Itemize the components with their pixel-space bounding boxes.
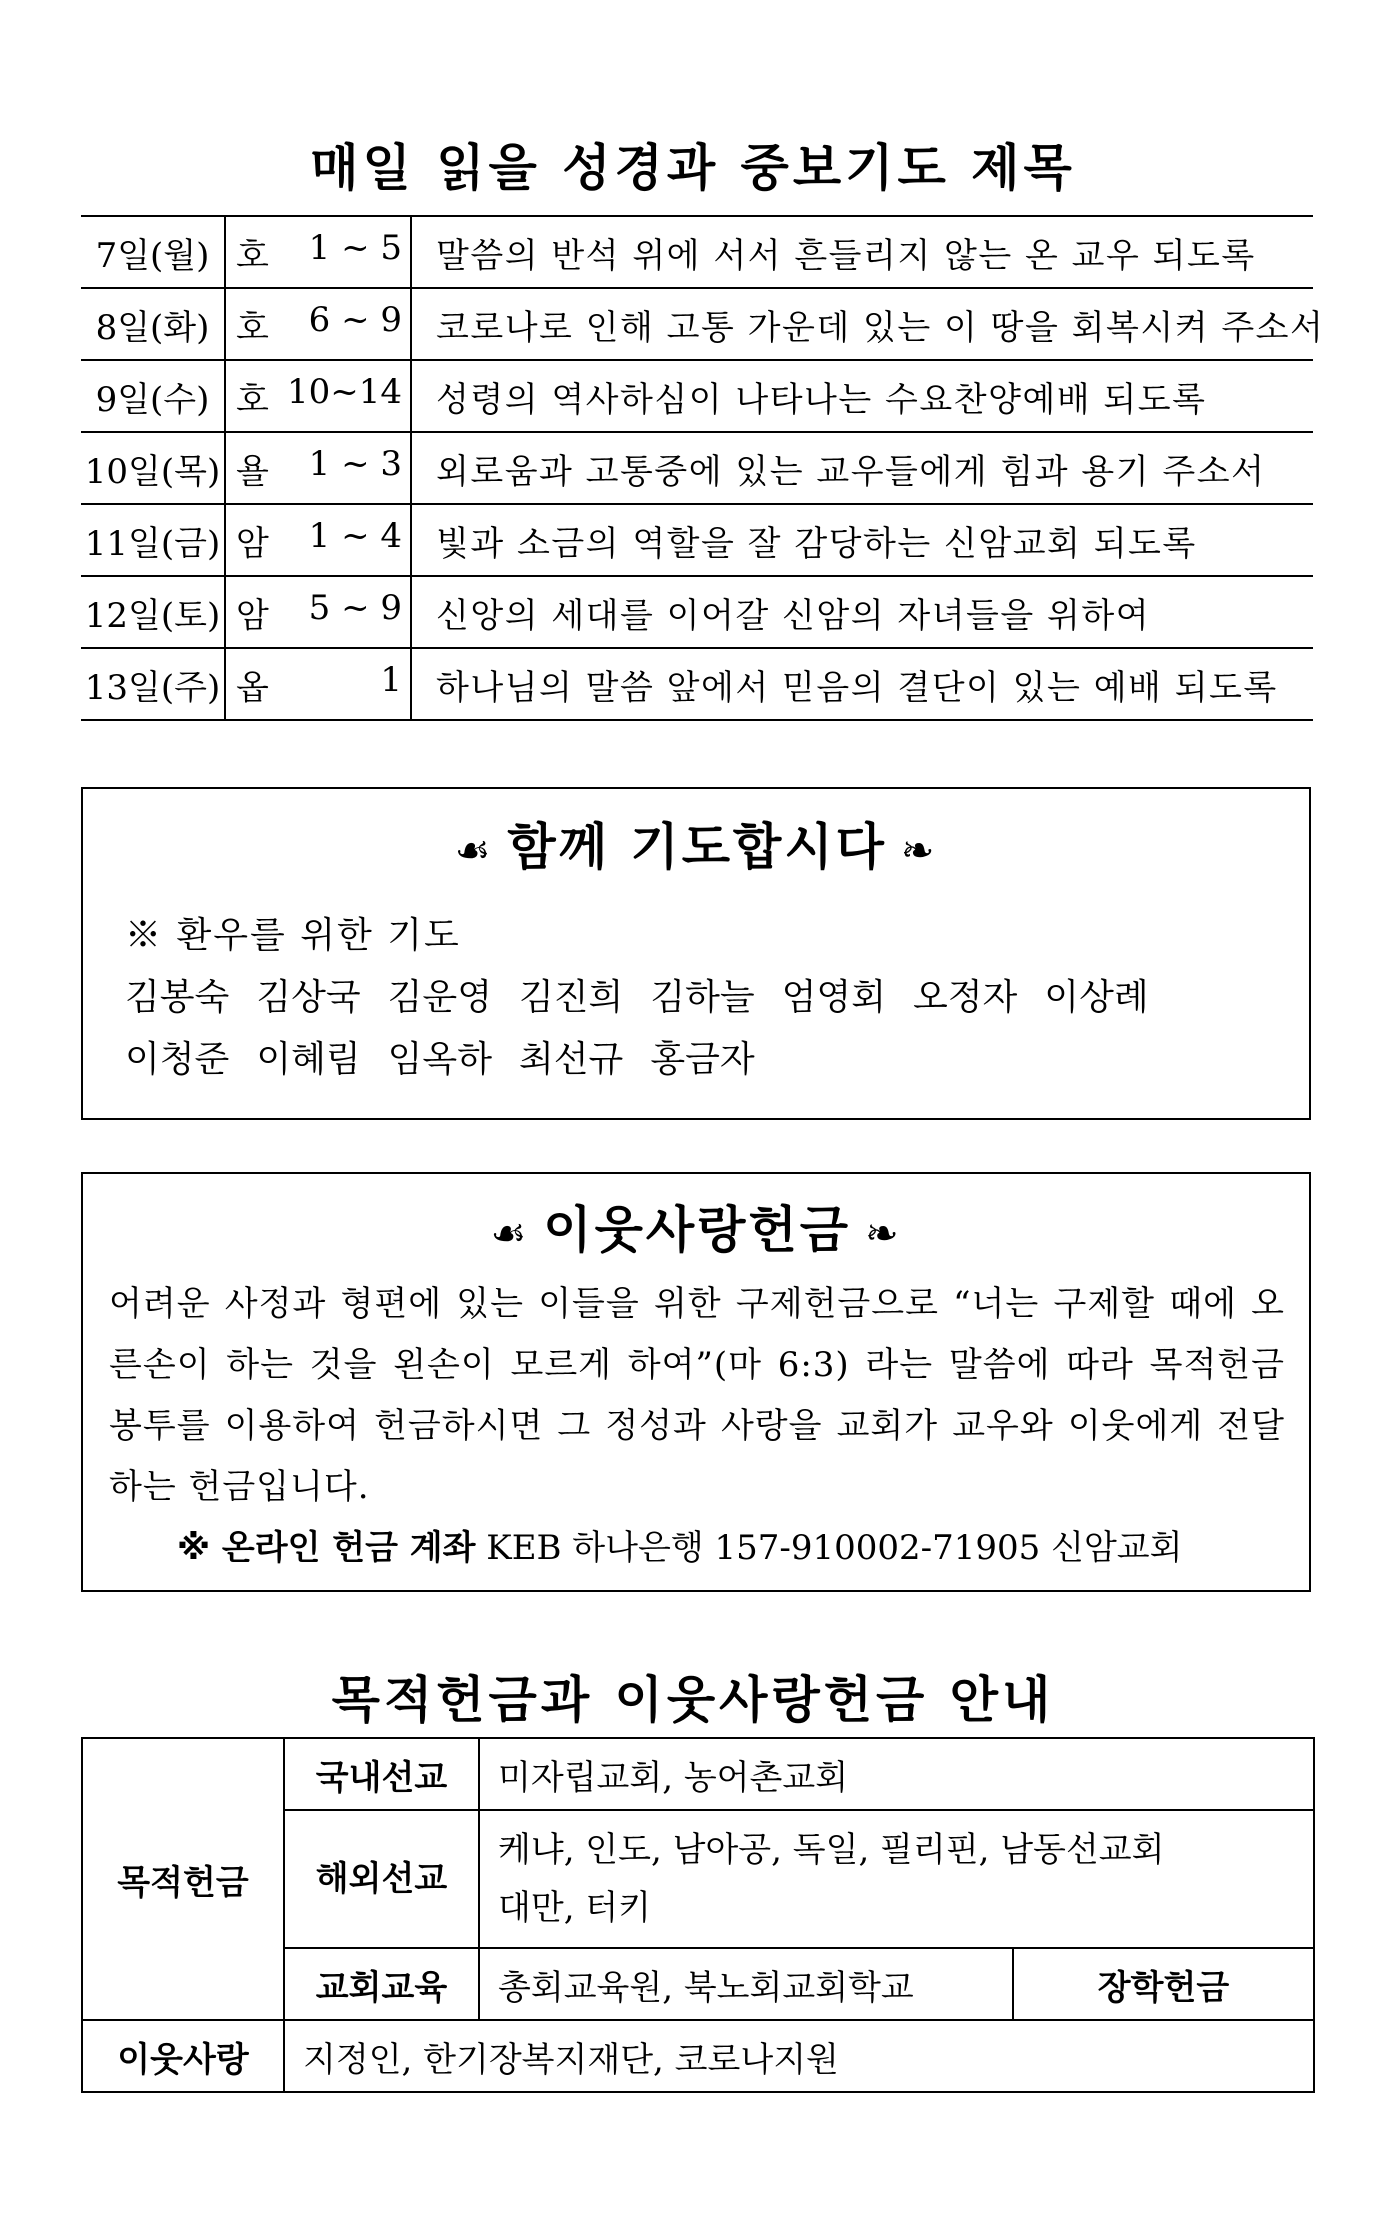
- patient-name: 이상례: [1044, 977, 1149, 1018]
- reading-chapters: 1 ~ 4: [308, 515, 402, 556]
- ornament-left-icon: ☙: [454, 827, 494, 874]
- patient-name: 엄영회: [781, 977, 886, 1018]
- ornament-right-icon: ❧: [865, 1210, 902, 1257]
- reading-reference: [225, 288, 411, 360]
- online-account: [177, 1520, 1183, 1569]
- domestic-mission-value: 미자립교회, 농어촌교회: [479, 1738, 1314, 1810]
- reading-book: 암: [236, 595, 269, 636]
- reading-chapters: 1 ~ 3: [308, 443, 402, 484]
- patient-name: 김하늘: [650, 977, 755, 1018]
- reading-date: 10일(목): [81, 432, 225, 504]
- offering-box: [81, 1172, 1311, 1592]
- prayer-title-row: [83, 807, 1309, 879]
- domestic-mission-label: 국내선교: [284, 1738, 479, 1810]
- reading-topic: 말씀의 반석 위에 서서 흔들리지 않는 온 교우 되도록: [411, 216, 1313, 288]
- reading-row: [81, 504, 1313, 576]
- reading-book: 호: [236, 307, 269, 348]
- overseas-mission-label: 해외선교: [284, 1810, 479, 1948]
- scholarship-label: 장학헌금: [1013, 1948, 1314, 2020]
- patient-name: 임옥하: [387, 1039, 492, 1080]
- reading-topic: 하나님의 말씀 앞에서 믿음의 결단이 있는 예배 되도록: [411, 648, 1313, 720]
- reading-reference: [225, 576, 411, 648]
- reading-date: 7일(월): [81, 216, 225, 288]
- patient-name: 이청준: [125, 1039, 230, 1080]
- reading-date: 13일(주): [81, 648, 225, 720]
- reading-topic: 코로나로 인해 고통 가운데 있는 이 땅을 회복시켜 주소서: [411, 288, 1313, 360]
- reading-reference: [225, 216, 411, 288]
- overseas-line-1: 케냐, 인도, 남아공, 독일, 필리핀, 남동선교회: [498, 1830, 1165, 1870]
- reading-chapters: 6 ~ 9: [308, 299, 402, 340]
- patient-name: 홍금자: [650, 1039, 755, 1080]
- reading-chapters: 1 ~ 5: [308, 227, 402, 268]
- reading-book: 암: [236, 523, 269, 564]
- reading-topic: 신앙의 세대를 이어갈 신암의 자녀들을 위하여: [411, 576, 1313, 648]
- patient-name: 오정자: [912, 977, 1018, 1018]
- prayer-title: 함께 기도합시다: [507, 818, 887, 876]
- neighbor-love-value: 지정인, 한기장복지재단, 코로나지원: [284, 2020, 1314, 2092]
- neighbor-love-label: 이웃사랑: [82, 2020, 284, 2092]
- reading-book: 호: [236, 379, 269, 420]
- reading-date: 12일(토): [81, 576, 225, 648]
- reading-reference: [225, 504, 411, 576]
- ornament-right-icon: ❧: [900, 827, 938, 874]
- reading-book: 옵: [236, 667, 269, 708]
- reading-reference: [225, 648, 411, 720]
- guide-title: 목적헌금과 이웃사랑헌금 안내: [331, 1671, 1055, 1729]
- reading-table: [81, 215, 1325, 721]
- reading-book: 호: [236, 235, 269, 276]
- reading-row: [81, 288, 1313, 360]
- prayer-box: [81, 787, 1311, 1120]
- patient-names: [125, 967, 1285, 1091]
- patient-name: 최선규: [518, 1039, 624, 1080]
- overseas-mission-value: [479, 1810, 1314, 1948]
- account-value: KEB 하나은행 157-910002-71905 신암교회: [486, 1528, 1183, 1568]
- patient-name: 김봉숙: [125, 977, 230, 1018]
- reading-title: 매일 읽을 성경과 중보기도 제목: [310, 139, 1076, 197]
- patient-name: 김운영: [387, 977, 492, 1018]
- reading-row: [81, 576, 1313, 648]
- reading-reference: [225, 432, 411, 504]
- patient-name: 김진희: [518, 977, 624, 1018]
- reading-row: [81, 360, 1313, 432]
- reading-topic: 빛과 소금의 역할을 잘 감당하는 신암교회 되도록: [411, 504, 1313, 576]
- reading-row: [81, 432, 1313, 504]
- prayer-subtitle: ※ 환우를 위한 기도: [125, 915, 461, 956]
- reading-book: 욜: [236, 451, 269, 492]
- patient-name: 이혜림: [256, 1039, 361, 1080]
- reading-row: [81, 216, 1313, 288]
- reading-chapters: 1: [380, 659, 402, 700]
- reading-topic: 외로움과 고통중에 있는 교우들에게 힘과 용기 주소서: [411, 432, 1313, 504]
- reading-date: 9일(수): [81, 360, 225, 432]
- account-label: ※ 온라인 헌금 계좌: [177, 1528, 476, 1568]
- purpose-offering-label: 목적헌금: [82, 1738, 284, 2020]
- overseas-line-2: 대만, 터키: [498, 1888, 651, 1928]
- ornament-left-icon: ☙: [490, 1210, 530, 1257]
- reading-chapters: 10~14: [286, 371, 402, 412]
- guide-table: [81, 1737, 1315, 2093]
- reading-chapters: 5 ~ 9: [308, 587, 402, 628]
- church-education-label: 교회교육: [284, 1948, 479, 2020]
- reading-topic: 성령의 역사하심이 나타나는 수요찬양예배 되도록: [411, 360, 1313, 432]
- offering-title-row: [83, 1190, 1309, 1262]
- reading-date: 11일(금): [81, 504, 225, 576]
- offering-description: 어려운 사정과 형편에 있는 이들을 위한 구제헌금으로 “너는 구제할 때에 오른손이 하는 것을 왼손이 모르게 하여”(마 6:3) 라는 말씀에 따라 목적헌금 봉투를 이용하여 헌금하시면 그 정성과 사랑을 교회가 교우와 이웃에게 전달하는 헌금입니다.: [109, 1284, 1285, 1507]
- offering-title: 이웃사랑헌금: [543, 1201, 852, 1259]
- reading-row: [81, 648, 1313, 720]
- church-education-value: 총회교육원, 북노회교회학교: [479, 1948, 1013, 2020]
- reading-reference: [225, 360, 411, 432]
- reading-date: 8일(화): [81, 288, 225, 360]
- patient-name: 김상국: [256, 977, 361, 1018]
